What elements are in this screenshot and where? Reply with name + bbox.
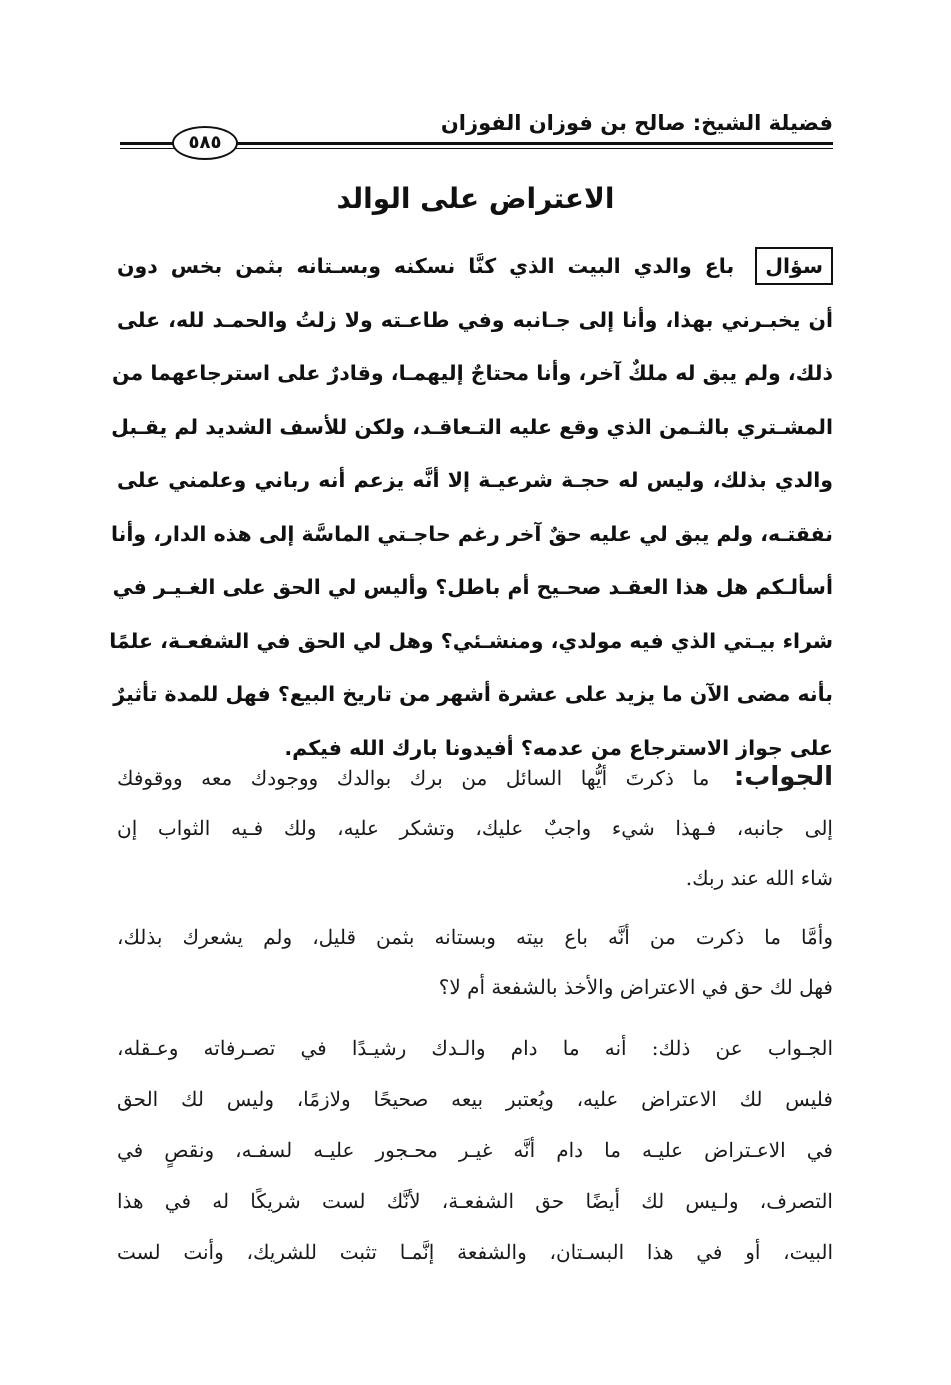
answer-line: فليس لك الاعتراض عليه، ويُعتبر بيعه صحيحًا ولازمًا، وليس لك الحق	[117, 1087, 833, 1111]
section-title: الاعتراض على الوالد	[336, 182, 615, 215]
answer-line: إلى جانبه، فـهذا شيء واجبٌ عليك، وتشكر عليه، ولك فـيه الثواب إن	[117, 816, 833, 840]
answer-line: فهل لك حق في الاعتراض والأخذ بالشفعة أم لا؟	[438, 975, 833, 999]
question-line: المشـتري بالثـمن الذي وقع عليه التـعاقـد، ولكن للأسف الشديد لم يقـبل	[111, 414, 833, 439]
answer-line: الجـواب عن ذلك: أنه ما دام والـدك رشيـدًا في تصـرفاته وعـقله،	[117, 1036, 833, 1060]
answer-paragraph-3	[117, 1023, 833, 1278]
answer-label: الجواب:	[733, 762, 834, 792]
answer-line: البيت، أو في هذا البسـتان، والشفعة إنَّمـا تثبت للشريك، وأنت لست	[117, 1240, 833, 1264]
question-line: شراء بيـتي الذي فيه مولدي، ومنشـئي؟ وهل لي الحق في الشفعـة، علمًا	[109, 628, 833, 653]
question-line: والدي بذلك، وليس له حجـة شرعيـة إلا أنَّه يزعم أنه رباني وعلمني على	[117, 468, 833, 492]
header-rule-left	[120, 140, 170, 148]
question-line: ذلك، ولم يبق له ملكٌ آخر، وأنا محتاجٌ إليهمـا، وقادرٌ على استرجاعهما من	[112, 361, 833, 385]
question-line: أن يخبـرني بهذا، وأنا إلى جـانبه وفي طاعـته ولا زلتُ والحمـد لله، على	[117, 307, 833, 332]
question-line: نفقتـه، ولم يبق لي عليه حقٌ آخر رغم حاجـتي الماسَّة إلى هذه الدار، وأنا	[110, 521, 833, 546]
answer-line: شاء الله عند ربك.	[685, 866, 833, 890]
question-line: أسألـكم هل هذا العقـد صحـيح أم باطل؟ وأليس لي الحق على الغـيـر في	[112, 575, 833, 599]
question-label: سؤال	[755, 247, 833, 285]
question-line: سؤال باع والدي البيت الذي كنَّا نسكنه وبسـتانه بثمن بخس دون	[117, 240, 833, 294]
answer-line: وأمَّا ما ذكرت من أنَّه باع بيته وبستانه بثمن قليل، ولم يشعرك بذلك،	[117, 925, 833, 949]
question-line: على جواز الاسترجاع من عدمه؟ أفيدونا بارك الله فيكم.	[284, 735, 833, 760]
question-block	[109, 240, 833, 775]
answer-line: في الاعـتراض عليـه ما دام أنَّه غيـر محـجور عليـه لسفـه، ونقصٍ في	[117, 1138, 833, 1162]
running-header-title: فضيلة الشيخ: صالح بن فوزان الفوزان	[440, 111, 833, 135]
answer-paragraph-2	[117, 912, 833, 1012]
answer-line: التصرف، ولـيس لك أيضًا حق الشفعـة، لأنَّك لست شريكًا له في هذا	[117, 1189, 833, 1213]
page-number: ٥٨٥	[172, 126, 238, 160]
question-line: بأنه مضى الآن ما يزيد على عشرة أشهر من تاريخ البيع؟ فهل للمدة تأثيرٌ	[113, 682, 833, 706]
answer-paragraph-1	[117, 752, 833, 903]
answer-line: الجواب: ما ذكرتَ أيُّها السائل من برك بوالدك ووجودك معه ووقوفك	[117, 762, 834, 792]
